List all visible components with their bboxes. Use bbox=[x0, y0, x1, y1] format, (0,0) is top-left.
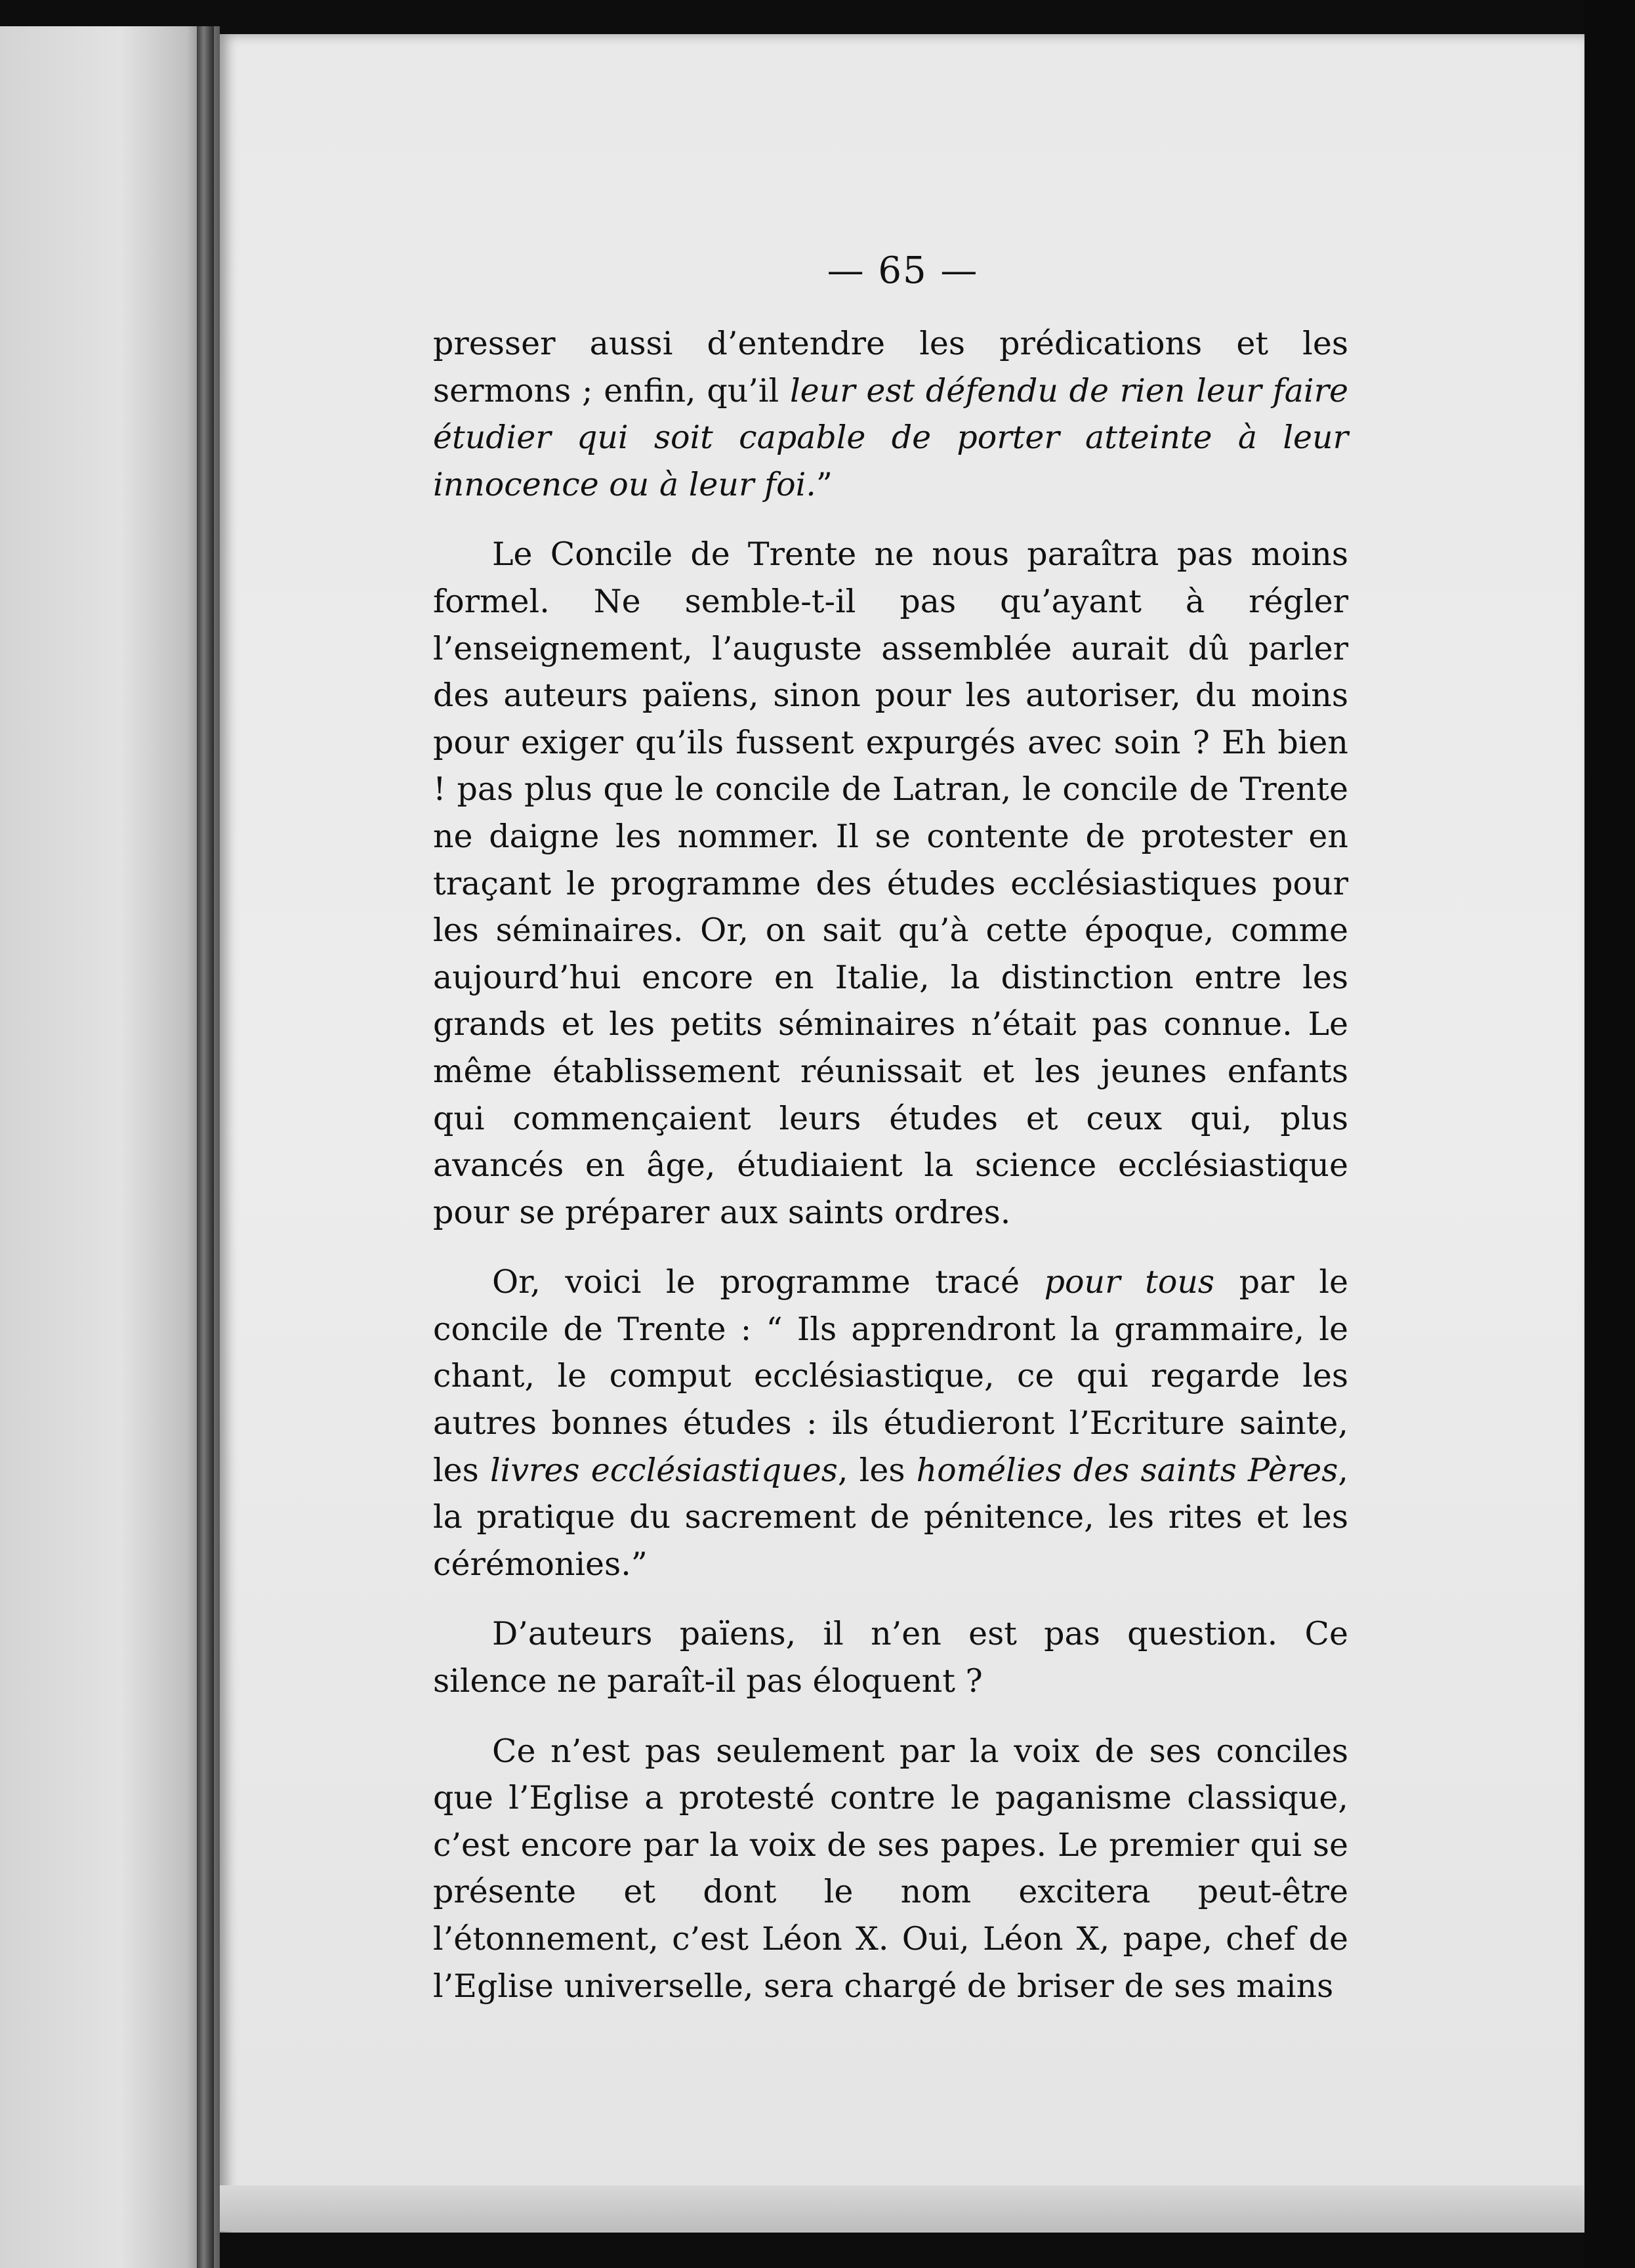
page-number bbox=[0, 249, 1635, 292]
paragraph bbox=[433, 531, 1348, 1236]
text-run: , les bbox=[837, 1451, 917, 1489]
page-bottom-edge bbox=[220, 2185, 1584, 2231]
text-run: D’auteurs païens, il n’en est pas question. Ce silence ne paraît-il pas éloquent ? bbox=[433, 1615, 1348, 1700]
book-gutter bbox=[197, 26, 214, 2268]
italic-text: pour tous bbox=[1044, 1263, 1215, 1301]
page-number-text: — 65 — bbox=[827, 249, 979, 292]
body-text bbox=[433, 320, 1348, 2009]
text-run: Ce n’est pas seulement par la voix de ses conciles que l’Eglise a protesté contre le paganisme classique, c’est encore par la voix de ses papes. Le premier qui se présente et dont le nom excitera peut-être l’étonnement, c’est Léon X. Oui, Léon X, pape, chef de l’Eglise universelle, sera chargé de briser de ses mains bbox=[433, 1732, 1348, 2005]
paragraph bbox=[433, 1610, 1348, 1704]
text-run: , la pratique du sacrement de pénitence, les rites et les cérémonies.” bbox=[433, 1451, 1348, 1583]
paragraph bbox=[433, 1728, 1348, 2010]
scan-right-border bbox=[1584, 0, 1635, 2268]
paragraph bbox=[433, 320, 1348, 508]
italic-text: leur est défendu de rien leur faire étudier qui soit capable de porter atteinte à leur innocence ou à leur foi. bbox=[433, 371, 1349, 503]
text-run: ” bbox=[816, 465, 833, 503]
italic-text: homélies des saints Pères bbox=[916, 1451, 1338, 1489]
italic-text: livres ecclésiastiques bbox=[489, 1451, 838, 1489]
paragraph bbox=[433, 1259, 1348, 1587]
text-run: Le Concile de Trente ne nous paraîtra pas moins formel. Ne semble-t-il pas qu’ayant à régler l’enseignement, l’auguste assemblée aurait dû parler des auteurs païens, sinon pour les autoriser, du moins pour exiger qu’ils fussent expurgés avec soin ? Eh bien ! pas plus que le concile de Latran, le concile de Trente ne daigne les nommer. Il se contente de protester en traçant le programme des études ecclésiastiques pour les séminaires. Or, on sait qu’à cette époque, comme aujourd’hui encore en Italie, la distinction entre les grands et les petits séminaires n’était pas connue. Le même établissement réunissait et les jeunes enfants qui commençaient leurs études et ceux qui, plus avancés en âge, étudiaient la science ecclésiastique pour se préparer aux saints ordres. bbox=[433, 536, 1348, 1231]
facing-page-edge bbox=[0, 26, 220, 2268]
text-run: presser aussi d’entendre les prédications et les sermons ; enfin, qu’il bbox=[433, 325, 1348, 410]
text-run: Or, voici le programme tracé bbox=[492, 1263, 1045, 1301]
text-run: par le concile de Trente : “ Ils apprendront la grammaire, le chant, le comput ecclésiastique, ce qui regarde les autres bonnes études : ils étudieront l’Ecriture sainte, les bbox=[433, 1263, 1348, 1489]
